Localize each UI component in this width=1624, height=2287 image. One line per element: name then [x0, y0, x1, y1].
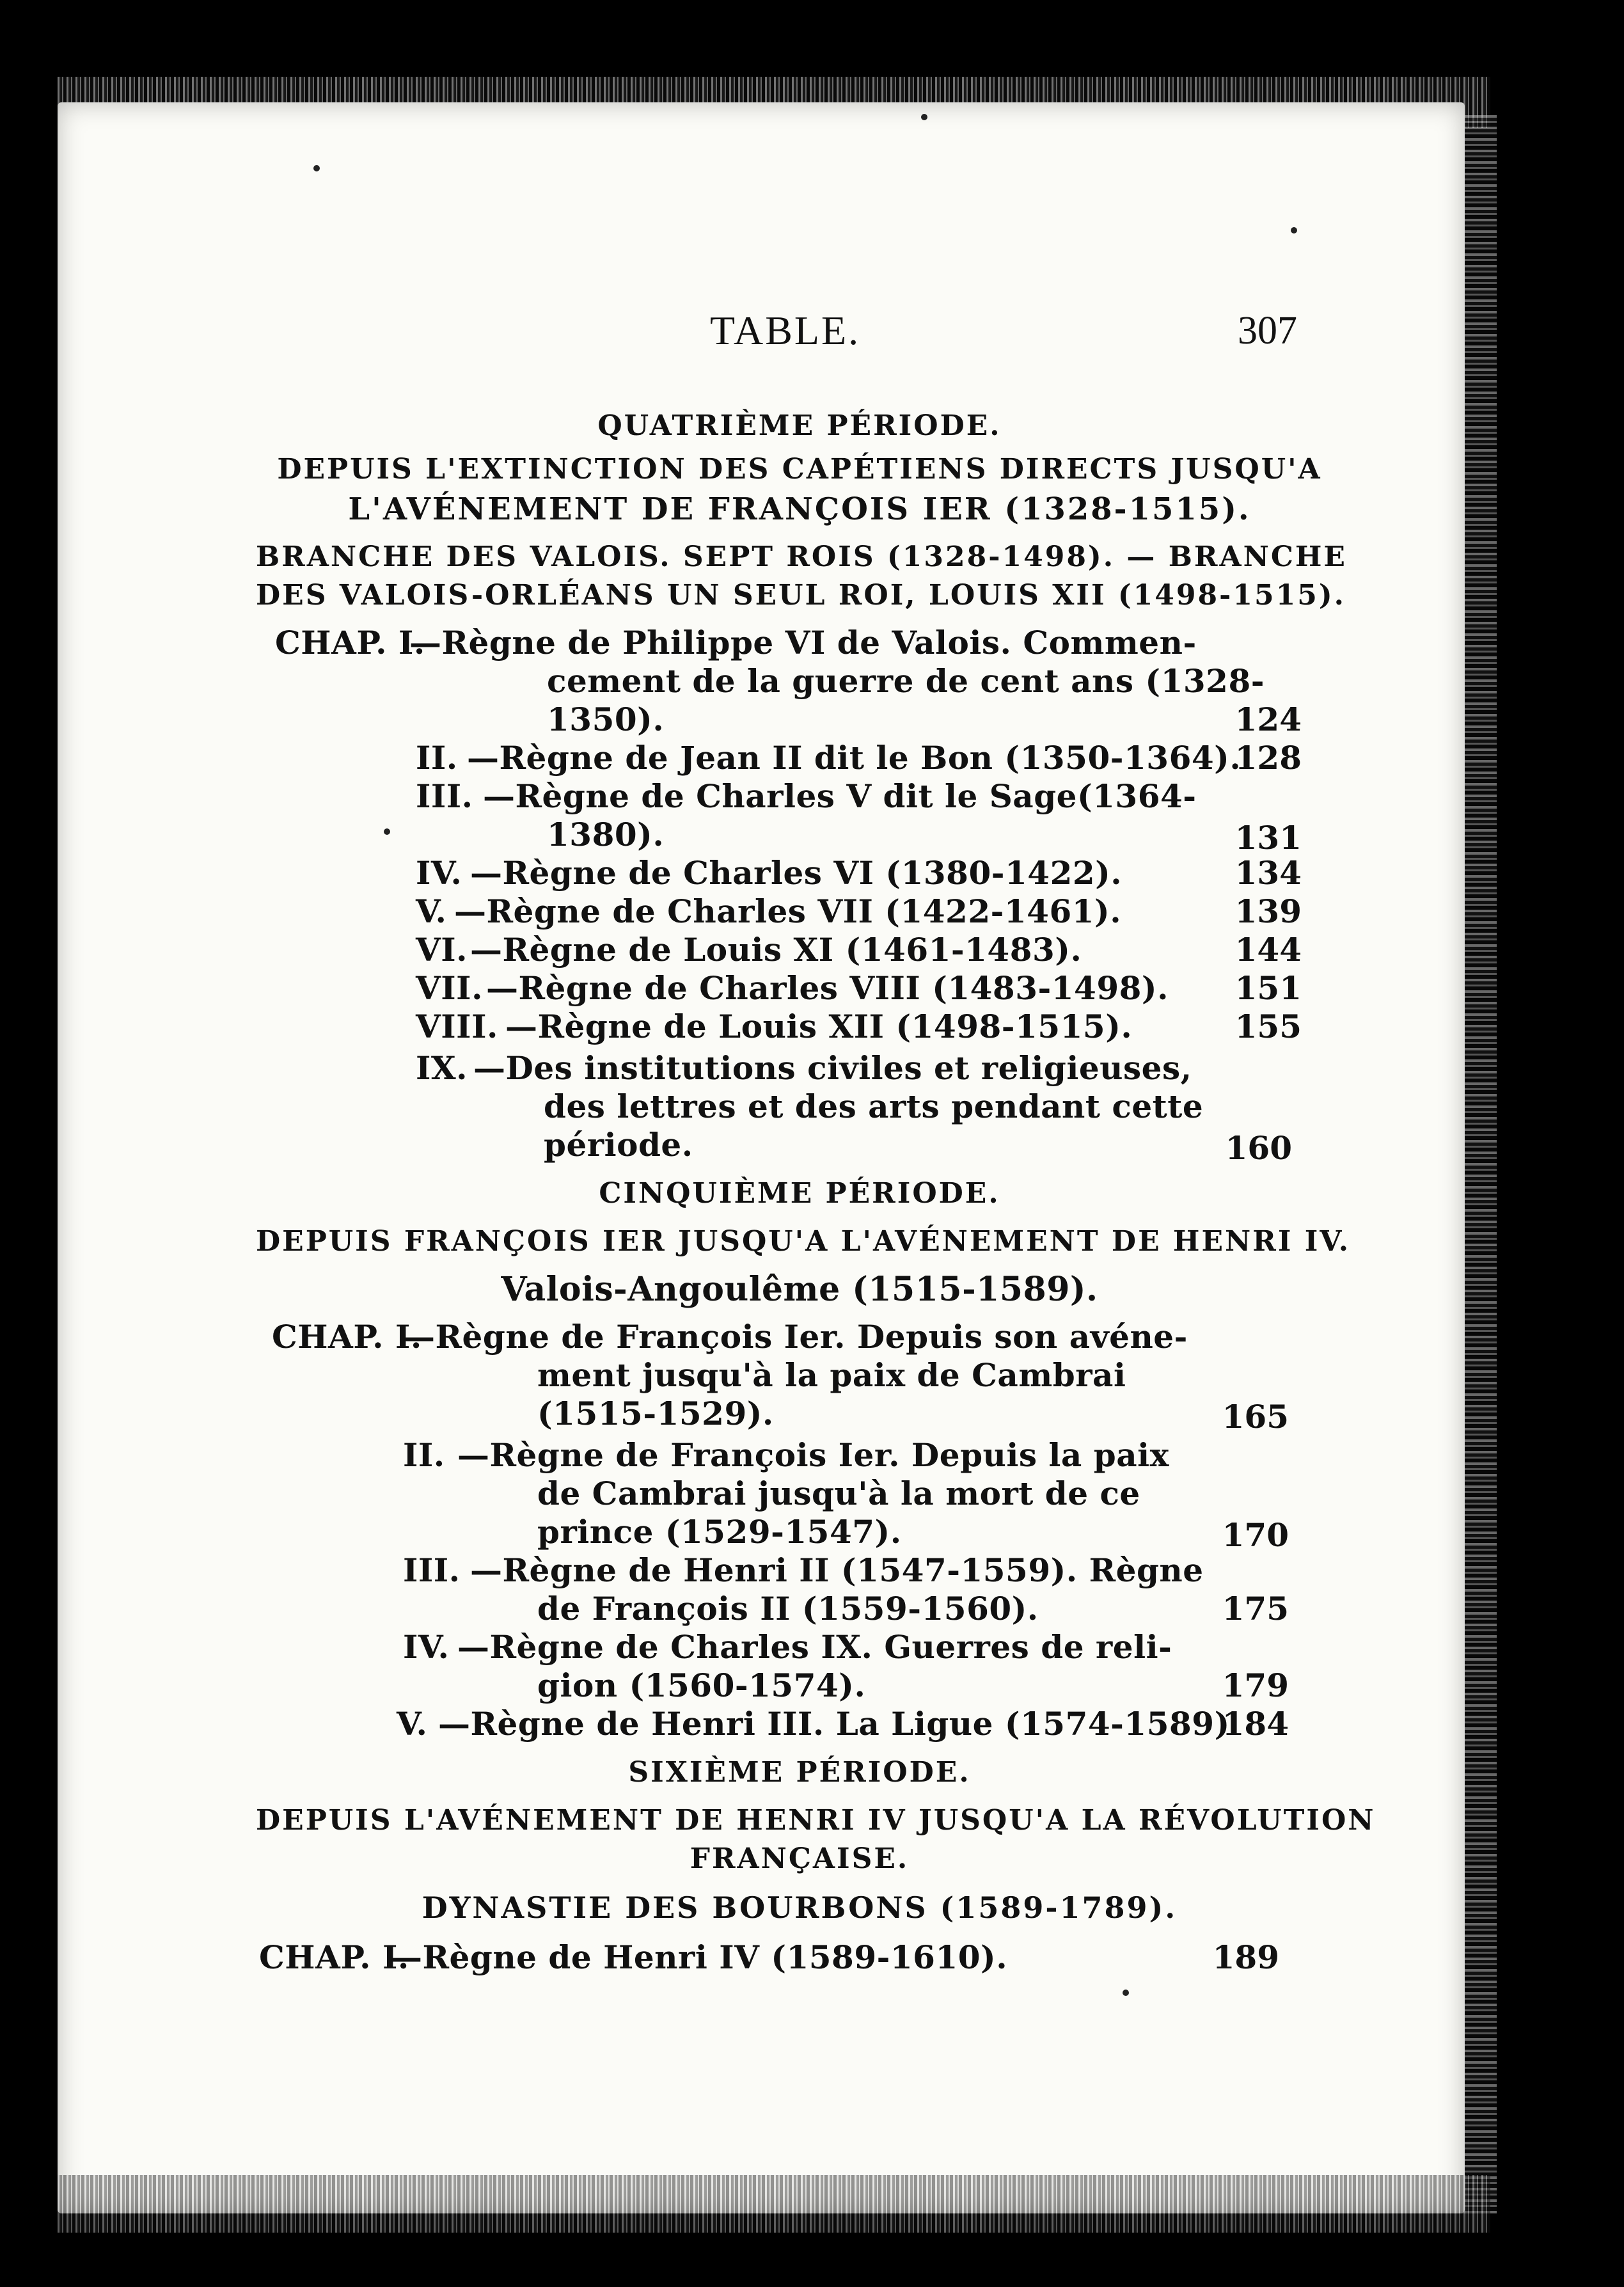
entry-page: 179: [1222, 1666, 1289, 1704]
entry-page: 131: [1234, 819, 1302, 857]
period-subtitle: DEPUIS FRANÇOIS IER JUSQU'A L'AVÉNEMENT DE HENRI IV.: [256, 1225, 1351, 1258]
branch-line: DYNASTIE DES BOURBONS (1589-1789).: [422, 1890, 1178, 1925]
entry-label: IX.: [416, 1049, 468, 1087]
entry-text: de Cambrai jusqu'à la mort de ce: [537, 1475, 1140, 1512]
entry-label: II.: [403, 1436, 445, 1474]
branch-line: DES VALOIS-ORLÉANS UN SEUL ROI, LOUIS XII (1498-1515).: [256, 579, 1346, 612]
period-heading: SIXIÈME PÉRIODE.: [628, 1756, 971, 1789]
entry-text: —Règne de Charles V dit le Sage(1364-: [483, 777, 1197, 815]
entry-text: gion (1560-1574).: [537, 1666, 866, 1704]
entry-page: 128: [1234, 739, 1302, 777]
entry-text: —Règne de François Ier. Depuis la paix: [457, 1436, 1169, 1474]
entry-label: CHAP. I.: [275, 624, 425, 661]
branch-line: Valois-Angoulême (1515-1589).: [501, 1270, 1098, 1309]
page-number: 307: [1238, 309, 1297, 352]
speck: [921, 114, 927, 120]
entry-page: 155: [1234, 1008, 1302, 1045]
entry-page: 160: [1225, 1129, 1292, 1167]
entry-text: —Règne de Louis XII (1498-1515).: [505, 1008, 1133, 1045]
entry-label: III.: [403, 1551, 461, 1589]
entry-text: —Règne de Charles IX. Guerres de reli-: [457, 1628, 1172, 1666]
entry-page: 165: [1222, 1398, 1289, 1436]
entry-text: —Règne de François Ier. Depuis son avéne-: [403, 1318, 1188, 1356]
speck: [1123, 1990, 1129, 1996]
entry-text: —Règne de Louis XI (1461-1483).: [470, 931, 1082, 969]
entry-page: 124: [1234, 700, 1302, 738]
entry-text: période.: [544, 1126, 693, 1164]
entry-text: 1380).: [547, 816, 665, 853]
entry-page: 151: [1234, 969, 1302, 1007]
entry-label: V.: [397, 1705, 428, 1743]
entry-text: 1350).: [547, 700, 665, 738]
period-subtitle: DEPUIS L'AVÉNEMENT DE HENRI IV JUSQU'A LA RÉVOLUTION: [256, 1804, 1376, 1837]
entry-text: de François II (1559-1560).: [537, 1590, 1039, 1627]
period-subtitle: L'AVÉNEMENT DE FRANÇOIS IER (1328-1515).: [348, 491, 1251, 527]
entry-page: 184: [1222, 1705, 1289, 1743]
entry-page: 144: [1234, 931, 1302, 969]
entry-page: 175: [1222, 1590, 1289, 1627]
entry-page: 170: [1222, 1516, 1289, 1554]
entry-text: —Règne de Henri III. La Ligue (1574-1589): [438, 1705, 1230, 1743]
page-title: TABLE.: [710, 308, 861, 353]
entry-text: —Des institutions civiles et religieuses,: [473, 1049, 1192, 1087]
entry-text: des lettres et des arts pendant cette: [544, 1088, 1204, 1125]
entry-text: ment jusqu'à la paix de Cambrai: [537, 1356, 1126, 1394]
entry-label: IV.: [403, 1628, 450, 1666]
bottom-scan-edge: [58, 2175, 1490, 2233]
period-subtitle: FRANÇAISE.: [690, 1842, 910, 1875]
speck: [313, 165, 320, 171]
entry-label: IV.: [416, 854, 462, 892]
period-subtitle: DEPUIS L'EXTINCTION DES CAPÉTIENS DIRECTS JUSQU'A: [277, 453, 1322, 486]
entry-label: CHAP. I.: [259, 1938, 409, 1976]
entry-page: 189: [1212, 1938, 1279, 1976]
entry-label: II.: [416, 739, 458, 777]
entry-text: —Règne de Jean II dit le Bon (1350-1364).: [467, 739, 1242, 777]
entry-text: cement de la guerre de cent ans (1328-: [547, 662, 1265, 700]
entry-label: V.: [416, 892, 447, 930]
entry-text: prince (1529-1547).: [537, 1513, 902, 1551]
entry-text: —Règne de Charles VIII (1483-1498).: [486, 969, 1169, 1007]
branch-line: BRANCHE DES VALOIS. SEPT ROIS (1328-1498). — BRANCHE: [256, 541, 1347, 573]
entry-label: III.: [416, 777, 473, 815]
entry-page: 134: [1234, 854, 1302, 892]
entry-label: VI.: [416, 931, 468, 969]
entry-text: —Règne de Henri II (1547-1559). Règne: [470, 1551, 1204, 1589]
entry-label: CHAP. I.: [272, 1318, 422, 1356]
entry-page: 139: [1234, 892, 1302, 930]
entry-label: VIII.: [416, 1008, 498, 1045]
entry-label: VII.: [416, 969, 483, 1007]
entry-text: —Règne de Charles VII (1422-1461).: [454, 892, 1122, 930]
entry-text: —Règne de Charles VI (1380-1422).: [470, 854, 1123, 892]
period-heading: CINQUIÈME PÉRIODE.: [599, 1177, 1000, 1210]
entry-text: —Règne de Philippe VI de Valois. Commen-: [409, 624, 1197, 661]
period-heading: QUATRIÈME PÉRIODE.: [597, 409, 1002, 442]
speck: [384, 828, 390, 835]
speck: [1291, 227, 1297, 233]
entry-text: (1515-1529).: [537, 1395, 774, 1432]
entry-text: —Règne de Henri IV (1589-1610).: [390, 1938, 1008, 1976]
